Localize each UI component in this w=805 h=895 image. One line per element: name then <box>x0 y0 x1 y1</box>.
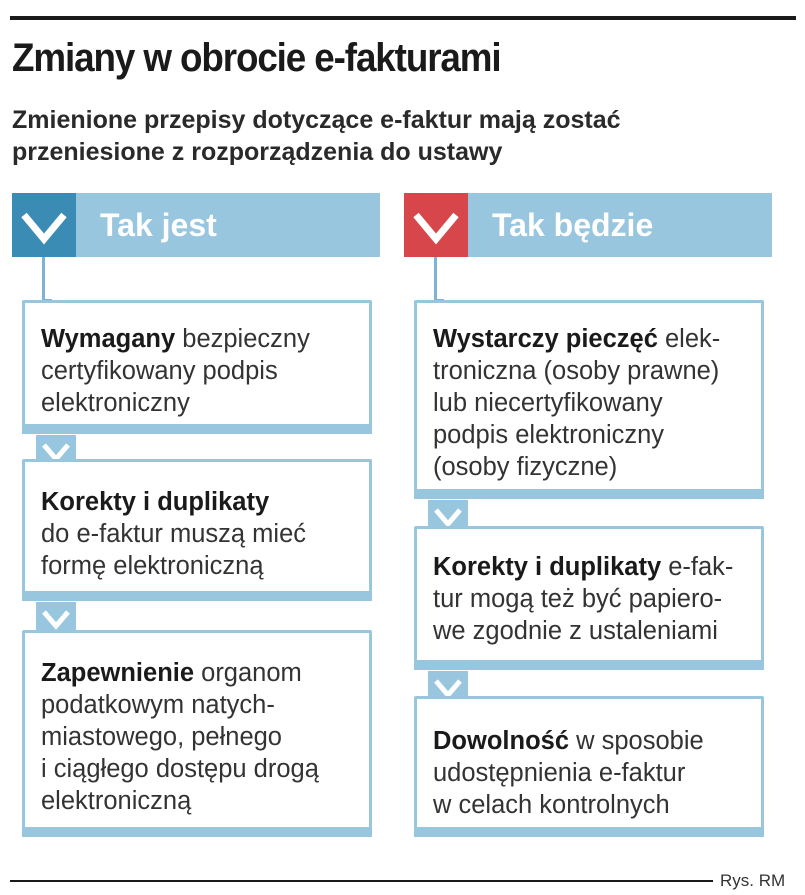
connector-line <box>42 257 45 302</box>
page-subtitle <box>12 104 802 168</box>
page-title: Zmiany w obrocie e-fakturami <box>12 36 501 80</box>
chevron-down-icon <box>12 193 76 257</box>
box-text: Korekty i duplikaty do e-faktur muszą mieć formę elektroniczną <box>41 488 307 580</box>
box-text: Dowolność w sposobie udostępnienia e-faktur w celach kontrolnych <box>433 727 704 819</box>
column-header-label: Tak będzie <box>492 207 654 243</box>
top-rule <box>10 16 796 20</box>
box-heading: Korekty i duplikaty <box>433 553 662 581</box>
column-header <box>404 193 772 257</box>
credit-label: Rys. RM <box>720 871 786 890</box>
column-header <box>12 193 380 257</box>
box-heading: Wystarczy pieczęć <box>433 325 658 353</box>
bottom-rule <box>10 880 713 882</box>
info-box <box>22 459 372 594</box>
info-box <box>414 300 764 492</box>
chevron-down-icon <box>404 193 468 257</box>
subtitle-line: Zmienione przepisy dotyczące e-faktur mają zostać <box>12 106 621 134</box>
info-box <box>414 526 764 663</box>
info-box <box>22 630 372 830</box>
connector-line <box>434 257 437 302</box>
info-box <box>414 696 764 830</box>
box-heading: Zapewnienie <box>41 659 195 687</box>
subtitle-line: przeniesione z rozporządzenia do ustawy <box>12 138 503 166</box>
info-box <box>22 300 372 427</box>
box-text: Wymagany bezpieczny certyfikowany podpis elektroniczny <box>41 325 310 417</box>
box-heading: Dowolność <box>433 727 570 755</box>
box-heading: Wymagany <box>41 325 176 353</box>
column-header-label: Tak jest <box>100 207 217 243</box>
box-text: Korekty i duplikaty e-fak- tur mogą też być papiero- we zgodnie z ustaleniami <box>433 553 734 645</box>
box-heading: Korekty i duplikaty <box>41 488 270 516</box>
box-text: Wystarczy pieczęć elek- troniczna (osoby prawne) lub niecertyfikowany podpis elektroniczny (osoby fizyczne) <box>433 325 721 481</box>
box-text: Zapewnienie organom podatkowym natych- miastowego, pełnego i ciągłego dostępu drogą elektroniczną <box>41 659 319 815</box>
